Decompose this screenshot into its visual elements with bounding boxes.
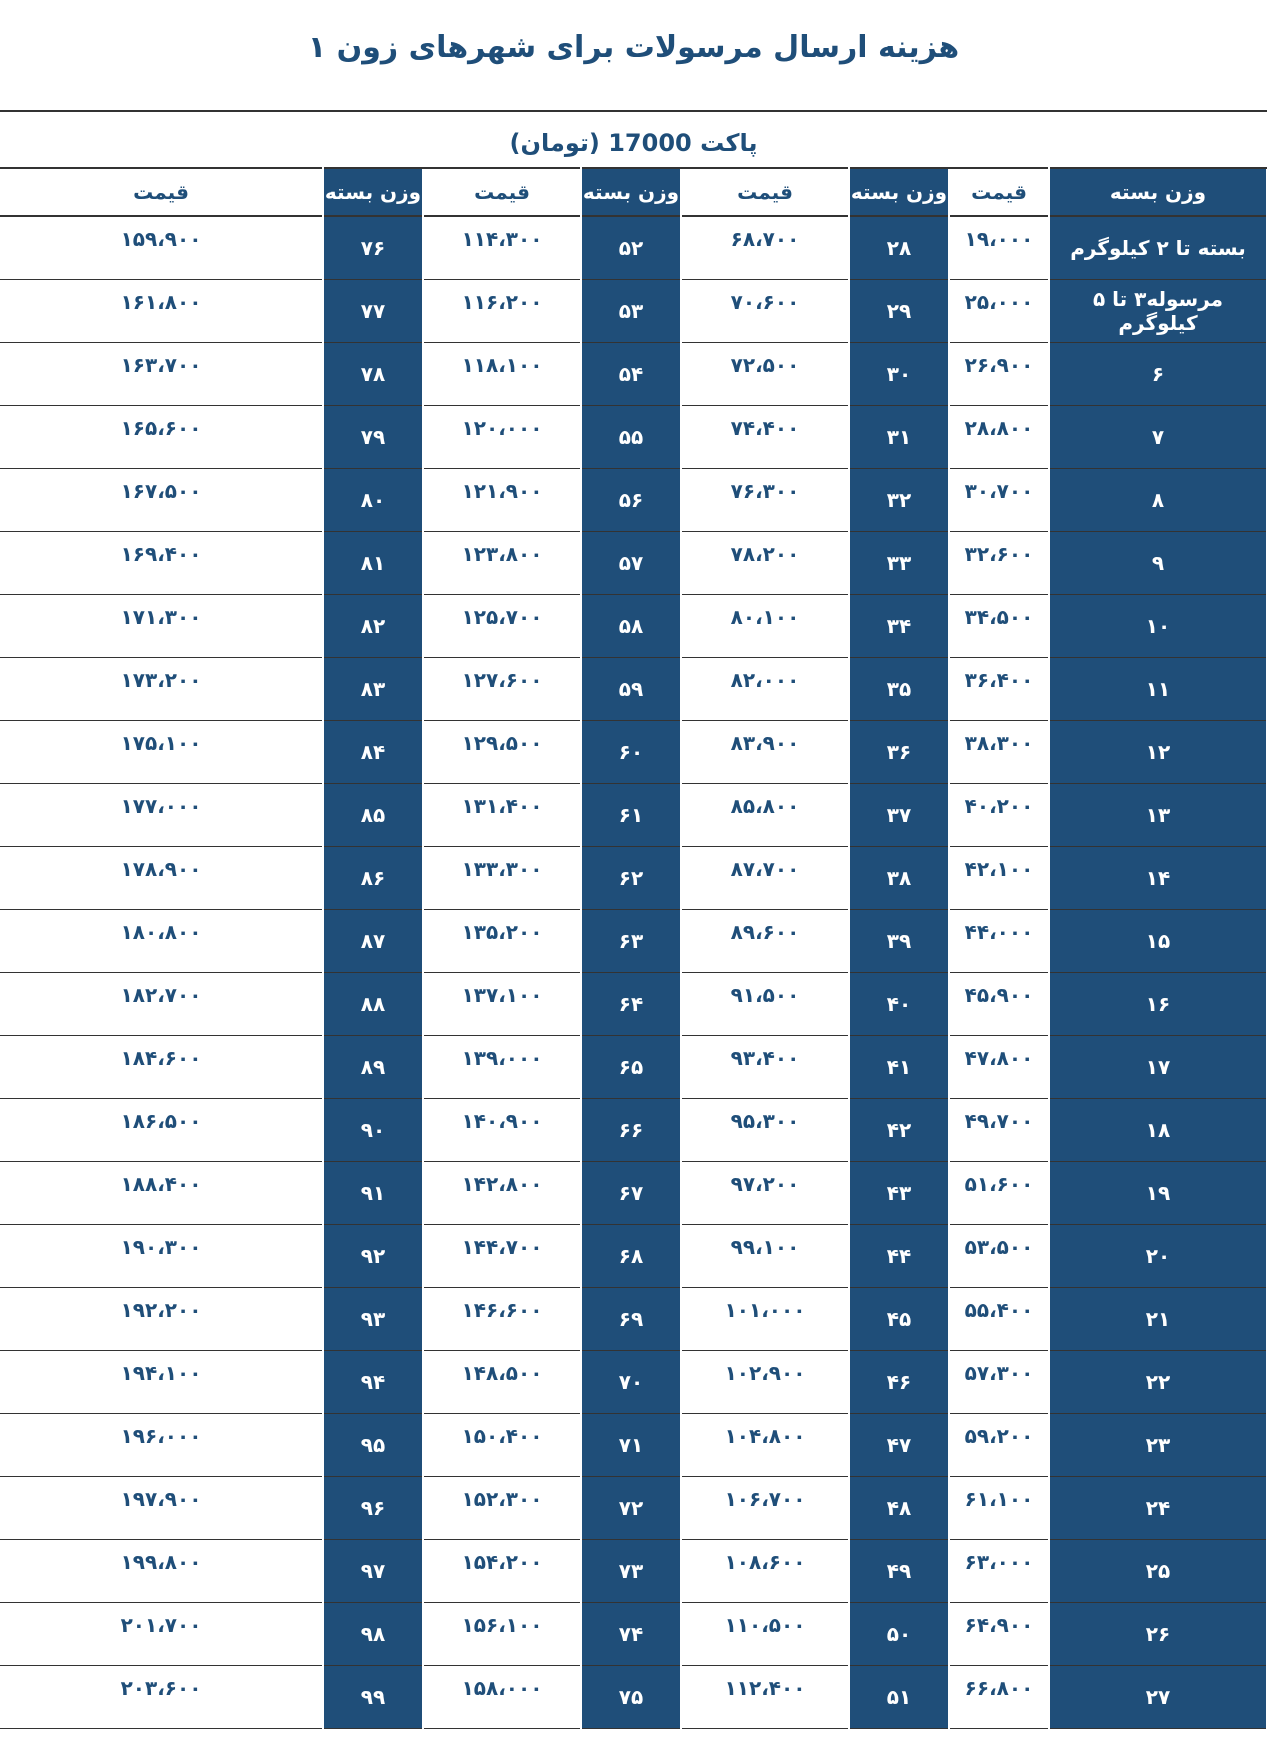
cell-weight-1: ۱۶ — [1049, 973, 1267, 1036]
cell-price-4: ۱۶۵،۶۰۰ — [0, 406, 323, 469]
cell-weight-4: ۸۲ — [323, 595, 423, 658]
cell-weight-3: ۵۲ — [581, 216, 681, 280]
cell-weight-4: ۸۶ — [323, 847, 423, 910]
table-row — [0, 469, 1267, 532]
cell-weight-4: ۹۳ — [323, 1288, 423, 1351]
cell-weight-3: ۶۹ — [581, 1288, 681, 1351]
cell-price-1: ۵۵،۴۰۰ — [949, 1288, 1049, 1351]
cell-weight-3: ۵۴ — [581, 343, 681, 406]
table-row — [0, 1540, 1267, 1603]
table-row — [0, 658, 1267, 721]
cell-weight-4: ۸۰ — [323, 469, 423, 532]
cell-price-2: ۷۲،۵۰۰ — [681, 343, 849, 406]
cell-weight-4: ۹۵ — [323, 1414, 423, 1477]
table-row — [0, 1603, 1267, 1666]
cell-weight-1: ۱۰ — [1049, 595, 1267, 658]
cell-weight-3: ۵۵ — [581, 406, 681, 469]
table-subtitle: پاکت 17000 (تومان) — [509, 129, 758, 157]
cell-weight-4: ۷۸ — [323, 343, 423, 406]
table-row — [0, 216, 1267, 280]
cell-weight-4: ۷۷ — [323, 280, 423, 343]
cell-weight-1: ۲۱ — [1049, 1288, 1267, 1351]
cell-weight-1: ۱۴ — [1049, 847, 1267, 910]
cell-weight-1: ۲۷ — [1049, 1666, 1267, 1729]
cell-weight-4: ۸۱ — [323, 532, 423, 595]
cell-price-2: ۷۰،۶۰۰ — [681, 280, 849, 343]
cell-weight-1: بسته تا ۲ کیلوگرم — [1049, 216, 1267, 280]
cell-price-1: ۵۳،۵۰۰ — [949, 1225, 1049, 1288]
cell-price-1: ۲۶،۹۰۰ — [949, 343, 1049, 406]
cell-price-4: ۱۶۹،۴۰۰ — [0, 532, 323, 595]
cell-weight-4: ۸۹ — [323, 1036, 423, 1099]
cell-price-3: ۱۵۲،۳۰۰ — [423, 1477, 581, 1540]
cell-price-2: ۹۵،۳۰۰ — [681, 1099, 849, 1162]
cell-weight-4: ۹۸ — [323, 1603, 423, 1666]
cell-price-3: ۱۵۰،۴۰۰ — [423, 1414, 581, 1477]
cell-price-3: ۱۲۳،۸۰۰ — [423, 532, 581, 595]
cell-weight-4: ۸۷ — [323, 910, 423, 973]
cell-weight-1: ۲۴ — [1049, 1477, 1267, 1540]
cell-weight-4: ۹۴ — [323, 1351, 423, 1414]
cell-weight-3: ۶۶ — [581, 1099, 681, 1162]
cell-price-3: ۱۲۹،۵۰۰ — [423, 721, 581, 784]
cell-price-1: ۴۰،۲۰۰ — [949, 784, 1049, 847]
table-row — [0, 973, 1267, 1036]
cell-price-2: ۱۰۸،۶۰۰ — [681, 1540, 849, 1603]
cell-weight-2: ۳۶ — [849, 721, 949, 784]
cell-price-3: ۱۵۸،۰۰۰ — [423, 1666, 581, 1729]
cell-weight-4: ۷۶ — [323, 216, 423, 280]
cell-price-3: ۱۲۵،۷۰۰ — [423, 595, 581, 658]
cell-price-1: ۳۰،۷۰۰ — [949, 469, 1049, 532]
cell-weight-2: ۴۰ — [849, 973, 949, 1036]
cell-weight-2: ۳۵ — [849, 658, 949, 721]
cell-weight-2: ۴۶ — [849, 1351, 949, 1414]
cell-price-1: ۴۷،۸۰۰ — [949, 1036, 1049, 1099]
cell-weight-4: ۸۸ — [323, 973, 423, 1036]
header-weight-2: وزن بسته — [849, 168, 949, 216]
cell-price-1: ۵۹،۲۰۰ — [949, 1414, 1049, 1477]
table-row — [0, 406, 1267, 469]
cell-price-3: ۱۴۲،۸۰۰ — [423, 1162, 581, 1225]
cell-weight-2: ۳۳ — [849, 532, 949, 595]
cell-price-2: ۸۳،۹۰۰ — [681, 721, 849, 784]
cell-weight-4: ۹۲ — [323, 1225, 423, 1288]
cell-weight-4: ۹۱ — [323, 1162, 423, 1225]
cell-weight-3: ۶۲ — [581, 847, 681, 910]
cell-weight-1: ۱۲ — [1049, 721, 1267, 784]
cell-weight-2: ۳۱ — [849, 406, 949, 469]
cell-price-3: ۱۱۶،۲۰۰ — [423, 280, 581, 343]
cell-weight-3: ۶۴ — [581, 973, 681, 1036]
cell-weight-2: ۴۷ — [849, 1414, 949, 1477]
cell-price-1: ۴۹،۷۰۰ — [949, 1099, 1049, 1162]
table-row — [0, 280, 1267, 343]
cell-price-3: ۱۴۸،۵۰۰ — [423, 1351, 581, 1414]
cell-weight-2: ۵۰ — [849, 1603, 949, 1666]
table-row — [0, 1351, 1267, 1414]
table-row — [0, 1036, 1267, 1099]
cell-price-1: ۴۴،۰۰۰ — [949, 910, 1049, 973]
cell-price-2: ۹۱،۵۰۰ — [681, 973, 849, 1036]
cell-weight-2: ۳۲ — [849, 469, 949, 532]
cell-weight-1: ۱۳ — [1049, 784, 1267, 847]
cell-price-4: ۱۹۰،۳۰۰ — [0, 1225, 323, 1288]
cell-weight-2: ۴۱ — [849, 1036, 949, 1099]
table-row — [0, 1225, 1267, 1288]
cell-weight-3: ۶۸ — [581, 1225, 681, 1288]
cell-weight-2: ۳۴ — [849, 595, 949, 658]
cell-weight-2: ۲۸ — [849, 216, 949, 280]
cell-weight-4: ۹۰ — [323, 1099, 423, 1162]
cell-weight-4: ۸۵ — [323, 784, 423, 847]
header-price-3: قیمت — [423, 168, 581, 216]
cell-weight-1: ۱۷ — [1049, 1036, 1267, 1099]
cell-weight-2: ۴۴ — [849, 1225, 949, 1288]
cell-price-3: ۱۴۶،۶۰۰ — [423, 1288, 581, 1351]
table-row — [0, 784, 1267, 847]
cell-weight-1: ۲۶ — [1049, 1603, 1267, 1666]
cell-price-2: ۹۹،۱۰۰ — [681, 1225, 849, 1288]
cell-weight-1: ۲۰ — [1049, 1225, 1267, 1288]
cell-price-1: ۶۱،۱۰۰ — [949, 1477, 1049, 1540]
cell-weight-3: ۵۶ — [581, 469, 681, 532]
cell-weight-3: ۵۷ — [581, 532, 681, 595]
cell-weight-3: ۵۸ — [581, 595, 681, 658]
cell-price-4: ۲۰۱،۷۰۰ — [0, 1603, 323, 1666]
header-weight-3: وزن بسته — [581, 168, 681, 216]
cell-price-4: ۱۷۷،۰۰۰ — [0, 784, 323, 847]
cell-weight-3: ۷۴ — [581, 1603, 681, 1666]
cell-price-3: ۱۳۹،۰۰۰ — [423, 1036, 581, 1099]
cell-weight-2: ۳۹ — [849, 910, 949, 973]
cell-weight-3: ۷۳ — [581, 1540, 681, 1603]
cell-price-4: ۱۹۴،۱۰۰ — [0, 1351, 323, 1414]
cell-price-3: ۱۲۰،۰۰۰ — [423, 406, 581, 469]
cell-price-4: ۱۹۲،۲۰۰ — [0, 1288, 323, 1351]
cell-weight-2: ۴۵ — [849, 1288, 949, 1351]
cell-price-3: ۱۳۱،۴۰۰ — [423, 784, 581, 847]
header-price-1: قیمت — [949, 168, 1049, 216]
cell-price-2: ۹۷،۲۰۰ — [681, 1162, 849, 1225]
cell-price-2: ۹۳،۴۰۰ — [681, 1036, 849, 1099]
cell-weight-2: ۴۸ — [849, 1477, 949, 1540]
cell-price-4: ۱۹۶،۰۰۰ — [0, 1414, 323, 1477]
table-row — [0, 847, 1267, 910]
cell-price-2: ۸۵،۸۰۰ — [681, 784, 849, 847]
cell-weight-1: ۶ — [1049, 343, 1267, 406]
header-price-4: قیمت — [0, 168, 323, 216]
cell-weight-1: ۹ — [1049, 532, 1267, 595]
cell-price-3: ۱۱۸،۱۰۰ — [423, 343, 581, 406]
table-row — [0, 721, 1267, 784]
cell-price-4: ۱۹۹،۸۰۰ — [0, 1540, 323, 1603]
cell-price-1: ۳۲،۶۰۰ — [949, 532, 1049, 595]
cell-price-4: ۲۰۳،۶۰۰ — [0, 1666, 323, 1729]
cell-price-4: ۱۸۴،۶۰۰ — [0, 1036, 323, 1099]
cell-price-2: ۱۰۲،۹۰۰ — [681, 1351, 849, 1414]
cell-price-4: ۱۶۳،۷۰۰ — [0, 343, 323, 406]
cell-price-4: ۱۶۱،۸۰۰ — [0, 280, 323, 343]
cell-price-4: ۱۶۷،۵۰۰ — [0, 469, 323, 532]
cell-price-1: ۶۳،۰۰۰ — [949, 1540, 1049, 1603]
table-row — [0, 1288, 1267, 1351]
cell-price-2: ۷۶،۳۰۰ — [681, 469, 849, 532]
cell-weight-3: ۶۵ — [581, 1036, 681, 1099]
cell-weight-1: ۲۵ — [1049, 1540, 1267, 1603]
cell-price-4: ۱۸۶،۵۰۰ — [0, 1099, 323, 1162]
cell-price-1: ۲۸،۸۰۰ — [949, 406, 1049, 469]
shipping-cost-table — [0, 167, 1267, 1729]
cell-price-1: ۵۱،۶۰۰ — [949, 1162, 1049, 1225]
cell-price-3: ۱۴۴،۷۰۰ — [423, 1225, 581, 1288]
cell-weight-3: ۶۰ — [581, 721, 681, 784]
cell-price-2: ۸۲،۰۰۰ — [681, 658, 849, 721]
cell-price-2: ۱۱۲،۴۰۰ — [681, 1666, 849, 1729]
table-row — [0, 1414, 1267, 1477]
cell-weight-1: ۱۵ — [1049, 910, 1267, 973]
cell-weight-3: ۷۱ — [581, 1414, 681, 1477]
cell-weight-3: ۶۳ — [581, 910, 681, 973]
table-row — [0, 1162, 1267, 1225]
cell-weight-1: ۲۳ — [1049, 1414, 1267, 1477]
cell-price-2: ۷۸،۲۰۰ — [681, 532, 849, 595]
cell-weight-3: ۵۹ — [581, 658, 681, 721]
cell-price-2: ۱۰۱،۰۰۰ — [681, 1288, 849, 1351]
cell-weight-3: ۵۳ — [581, 280, 681, 343]
cell-weight-1: ۷ — [1049, 406, 1267, 469]
cell-weight-2: ۳۷ — [849, 784, 949, 847]
cell-price-1: ۶۶،۸۰۰ — [949, 1666, 1049, 1729]
header-row — [0, 168, 1267, 216]
table-row — [0, 595, 1267, 658]
cell-price-1: ۳۴،۵۰۰ — [949, 595, 1049, 658]
cell-weight-2: ۴۳ — [849, 1162, 949, 1225]
cell-price-2: ۱۰۴،۸۰۰ — [681, 1414, 849, 1477]
title-divider — [0, 110, 1267, 112]
cell-weight-1: ۸ — [1049, 469, 1267, 532]
cell-price-2: ۱۰۶،۷۰۰ — [681, 1477, 849, 1540]
cell-price-4: ۱۷۳،۲۰۰ — [0, 658, 323, 721]
cell-price-4: ۱۵۹،۹۰۰ — [0, 216, 323, 280]
cell-price-2: ۸۹،۶۰۰ — [681, 910, 849, 973]
cell-weight-4: ۹۹ — [323, 1666, 423, 1729]
cell-weight-3: ۷۲ — [581, 1477, 681, 1540]
cell-weight-4: ۸۴ — [323, 721, 423, 784]
cell-price-4: ۱۸۰،۸۰۰ — [0, 910, 323, 973]
header-price-2: قیمت — [681, 168, 849, 216]
cell-weight-2: ۳۸ — [849, 847, 949, 910]
cell-price-1: ۱۹،۰۰۰ — [949, 216, 1049, 280]
cell-price-4: ۱۸۲،۷۰۰ — [0, 973, 323, 1036]
page-title: هزینه ارسال مرسولات برای شهرهای زون ۱ — [307, 30, 960, 65]
cell-weight-2: ۵۱ — [849, 1666, 949, 1729]
cell-price-4: ۱۷۸،۹۰۰ — [0, 847, 323, 910]
cell-weight-3: ۶۱ — [581, 784, 681, 847]
cell-price-1: ۴۲،۱۰۰ — [949, 847, 1049, 910]
cell-price-3: ۱۵۴،۲۰۰ — [423, 1540, 581, 1603]
cell-weight-4: ۹۶ — [323, 1477, 423, 1540]
cell-weight-2: ۴۲ — [849, 1099, 949, 1162]
cell-price-1: ۳۸،۳۰۰ — [949, 721, 1049, 784]
cell-price-2: ۷۴،۴۰۰ — [681, 406, 849, 469]
cell-price-3: ۱۳۳،۳۰۰ — [423, 847, 581, 910]
table-body — [0, 216, 1267, 1729]
cell-weight-1: ۲۲ — [1049, 1351, 1267, 1414]
cell-price-4: ۱۸۸،۴۰۰ — [0, 1162, 323, 1225]
cell-price-4: ۱۷۵،۱۰۰ — [0, 721, 323, 784]
cell-weight-3: ۶۷ — [581, 1162, 681, 1225]
cell-price-1: ۶۴،۹۰۰ — [949, 1603, 1049, 1666]
cell-price-4: ۱۷۱،۳۰۰ — [0, 595, 323, 658]
cell-price-3: ۱۳۵،۲۰۰ — [423, 910, 581, 973]
cell-price-1: ۴۵،۹۰۰ — [949, 973, 1049, 1036]
table-row — [0, 343, 1267, 406]
table-row — [0, 532, 1267, 595]
header-weight-4: وزن بسته — [323, 168, 423, 216]
cell-weight-3: ۷۰ — [581, 1351, 681, 1414]
cell-price-2: ۱۱۰،۵۰۰ — [681, 1603, 849, 1666]
cell-weight-2: ۴۹ — [849, 1540, 949, 1603]
table-row — [0, 1477, 1267, 1540]
cell-weight-2: ۳۰ — [849, 343, 949, 406]
header-weight-1: وزن بسته — [1049, 168, 1267, 216]
cell-weight-4: ۷۹ — [323, 406, 423, 469]
table-row — [0, 1099, 1267, 1162]
cell-price-1: ۲۵،۰۰۰ — [949, 280, 1049, 343]
cell-weight-1: ۱۹ — [1049, 1162, 1267, 1225]
table-row — [0, 1666, 1267, 1729]
cell-weight-1: مرسوله۳ تا ۵ کیلوگرم — [1049, 280, 1267, 343]
cell-price-3: ۱۲۱،۹۰۰ — [423, 469, 581, 532]
cell-weight-2: ۲۹ — [849, 280, 949, 343]
cell-price-3: ۱۴۰،۹۰۰ — [423, 1099, 581, 1162]
cell-price-2: ۶۸،۷۰۰ — [681, 216, 849, 280]
cell-price-3: ۱۳۷،۱۰۰ — [423, 973, 581, 1036]
cell-price-4: ۱۹۷،۹۰۰ — [0, 1477, 323, 1540]
cell-price-2: ۸۷،۷۰۰ — [681, 847, 849, 910]
cell-price-3: ۱۲۷،۶۰۰ — [423, 658, 581, 721]
cell-price-1: ۳۶،۴۰۰ — [949, 658, 1049, 721]
cell-price-3: ۱۱۴،۳۰۰ — [423, 216, 581, 280]
cell-weight-1: ۱۱ — [1049, 658, 1267, 721]
cell-weight-1: ۱۸ — [1049, 1099, 1267, 1162]
cell-weight-4: ۸۳ — [323, 658, 423, 721]
cell-price-3: ۱۵۶،۱۰۰ — [423, 1603, 581, 1666]
cell-weight-3: ۷۵ — [581, 1666, 681, 1729]
table-row — [0, 910, 1267, 973]
cell-price-2: ۸۰،۱۰۰ — [681, 595, 849, 658]
cell-weight-4: ۹۷ — [323, 1540, 423, 1603]
cell-price-1: ۵۷،۳۰۰ — [949, 1351, 1049, 1414]
